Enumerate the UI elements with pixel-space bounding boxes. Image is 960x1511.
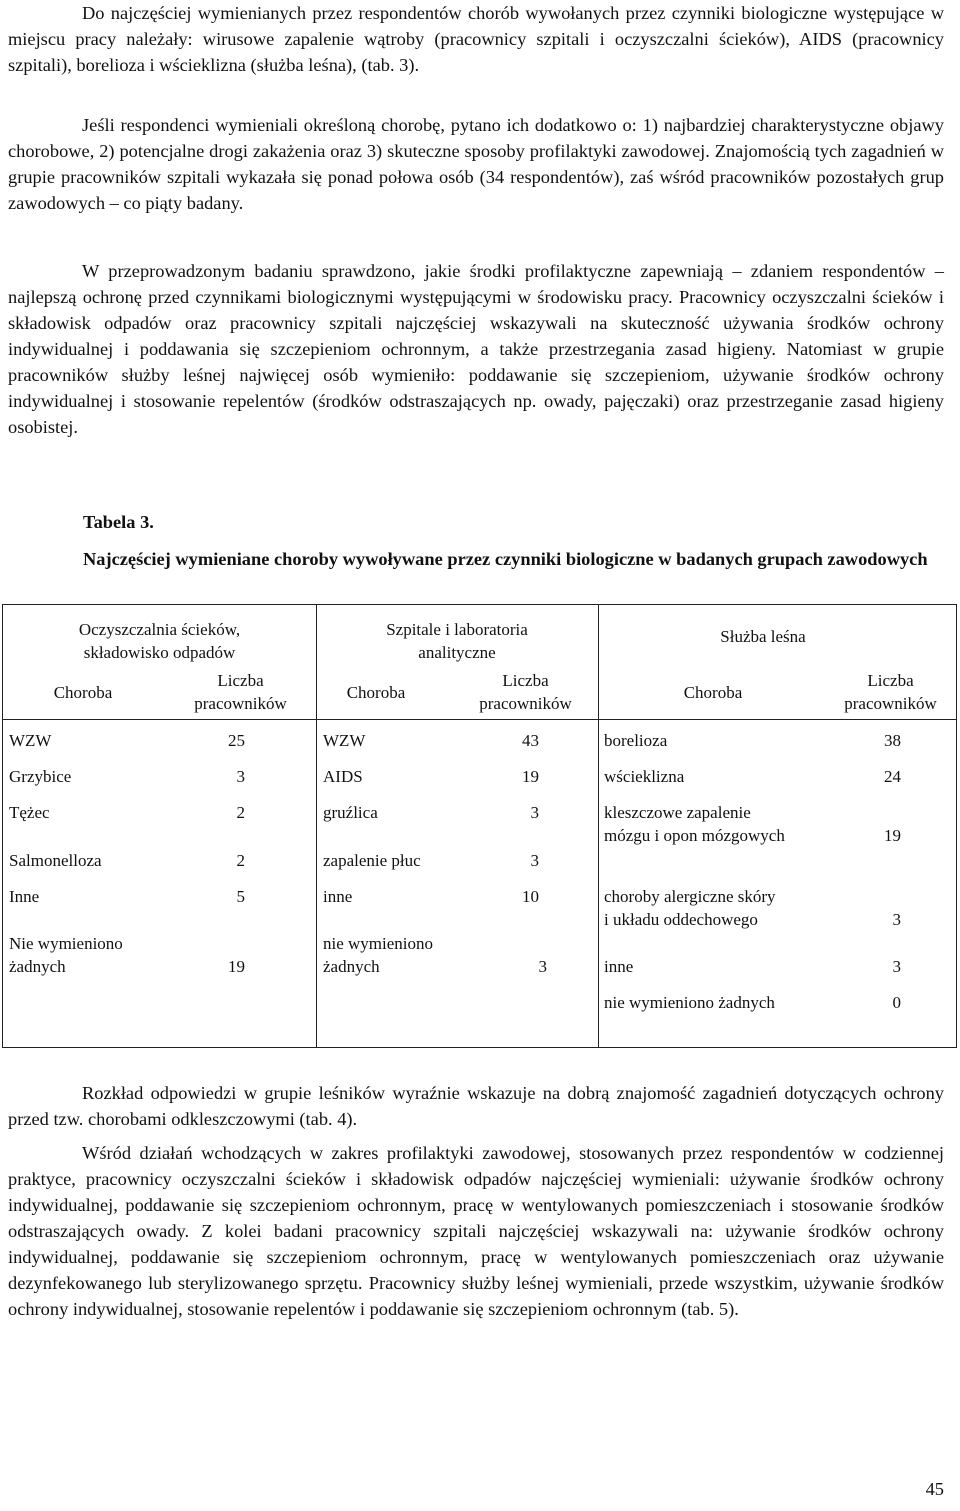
table-row-count: 19 [884, 826, 901, 845]
column-header-disease: Choroba [53, 683, 113, 702]
group-header-wastewater: Oczyszczalnia ścieków, składowisko odpadów [78, 620, 241, 662]
table-row-disease: gruźlica [323, 803, 378, 822]
table-row-count: 10 [522, 887, 539, 906]
table-row-count: 2 [236, 803, 245, 822]
group-header-hospitals: Szpitale i laboratoria analityczne [386, 620, 528, 662]
table-row-disease: Tężec [9, 803, 50, 822]
column-header-count: Liczba pracowników [479, 671, 572, 713]
table-row-count: 3 [538, 957, 547, 976]
table-row-count: 3 [236, 767, 245, 786]
table-row-count: 0 [892, 993, 901, 1012]
table-row-count: 3 [892, 910, 901, 929]
table-row-disease: Grzybice [9, 767, 72, 786]
table-row-count: 3 [892, 957, 901, 976]
table-column-divider [598, 605, 599, 1047]
column-header-disease: Choroba [346, 683, 406, 702]
paragraph-2-text: Jeśli respondenci wymieniali określoną chorobę, pytano ich dodatkowo o: 1) najbardziej charakterystyczne objawy chorobowe, 2) potencjalne drogi zakażenia oraz 3) skuteczne sposoby profilaktyki zawodowej. Znajomością tych zagadnień w grupie pracowników szpitali wykazała się ponad połowa osób (34 respondentów), zaś wśród pracowników pozostałych grup zawodowych – co piąty badany. [8, 115, 944, 213]
table-header-divider [3, 719, 956, 720]
paragraph-1 [8, 0, 944, 78]
table-row-disease: borelioza [604, 731, 668, 750]
table-row-disease: inne [604, 957, 634, 976]
table-row-count: 5 [236, 887, 245, 906]
table-row-count: 19 [522, 767, 539, 786]
paragraph-2 [8, 112, 944, 216]
paragraph-3-text: W przeprowadzonym badaniu sprawdzono, jakie środki profilaktyczne zapewniają – zdaniem respondentów – najlepszą ochronę przed czynnikami biologicznymi występującymi w środowisku pracy. Pracownicy oczyszczalni ścieków i składowisk odpadów oraz pracownicy szpitali najczęściej wskazywali na skuteczność używania środków ochrony indywidualnej i poddawania się szczepieniom ochronnym, a także przestrzegania zasad higieny. Natomiast w grupie pracowników służby leśnej najwięcej osób wymieniło: poddawanie się szczepieniom, używanie środków ochrony indywidualnej i stosowanie repelentów (środków odstraszających np. owady, pajęczaki) oraz przestrzeganie zasad higieny osobistej. [8, 261, 944, 437]
column-header-count: Liczba pracowników [844, 671, 937, 713]
table-title: Najczęściej wymieniane choroby wywoływane przez czynniki biologiczne w badanych grupach zawodowych [83, 549, 928, 569]
table-label: Tabela 3. [83, 512, 154, 532]
table-column-divider [316, 605, 317, 1047]
table-row-disease: choroby alergiczne skóry i układu oddechowego [604, 887, 776, 929]
table-row-disease: kleszczowe zapalenie mózgu i opon mózgowych [604, 803, 785, 845]
table-row-disease: WZW [323, 731, 366, 750]
table-row-count: 2 [236, 851, 245, 870]
table-row-disease: nie wymieniono żadnych [323, 934, 434, 976]
paragraph-3 [8, 258, 944, 440]
table-row-count: 25 [228, 731, 245, 750]
disease-table [2, 604, 957, 1048]
paragraph-4-text: Rozkład odpowiedzi w grupie leśników wyraźnie wskazuje na dobrą znajomość zagadnień dotyczących ochrony przed tzw. chorobami odkleszczowymi (tab. 4). [8, 1083, 944, 1129]
column-header-count: Liczba pracowników [194, 671, 287, 713]
page-number: 45 [925, 1479, 944, 1499]
paragraph-5-text: Wśród działań wchodzących w zakres profilaktyki zawodowej, stosowanych przez respondentów w codziennej praktyce, pracownicy oczyszczalni ścieków i składowisk odpadów najczęściej wymieniali: używanie środków ochrony indywidualnej, poddawanie się szczepieniom ochronnym, pracę w wentylowanych pomieszczeniach i stosowanie środków odstraszających owady. Z kolei badani pracownicy szpitali najczęściej wskazywali na: używanie środków ochrony indywidualnej, poddawanie się szczepieniom ochronnym, pracę w wentylowanych pomieszczeniach oraz używanie dezynfekowanego lub sterylizowanego sprzętu. Pracownicy służby leśnej wymieniali, przede wszystkim, używanie środków ochrony indywidualnej, stosowanie repelentów i poddawanie się szczepieniom ochronnym (tab. 5). [8, 1143, 944, 1319]
table-row-disease: Salmonelloza [9, 851, 102, 870]
table-row-disease: nie wymieniono żadnych [604, 993, 775, 1012]
table-row-count: 38 [884, 731, 901, 750]
table-row-disease: AIDS [323, 767, 363, 786]
table-row-disease: Nie wymieniono żadnych [9, 934, 123, 976]
table-row-count: 43 [522, 731, 539, 750]
table-row-count: 19 [228, 957, 245, 976]
column-header-disease: Choroba [683, 683, 743, 702]
group-header-forestry: Służba leśna [720, 627, 806, 646]
table-row-count: 24 [884, 767, 901, 786]
paragraph-1-text: Do najczęściej wymienianych przez respondentów chorób wywołanych przez czynniki biologiczne występujące w miejscu pracy należały: wirusowe zapalenie wątroby (pracownicy szpitali i oczyszczalni ścieków), AIDS (pracownicy szpitali), borelioza i wścieklizna (służba leśna), (tab. 3). [8, 3, 944, 75]
table-row-count: 3 [530, 851, 539, 870]
table-row-disease: zapalenie płuc [323, 851, 421, 870]
paragraph-5 [8, 1140, 944, 1322]
table-row-disease: WZW [9, 731, 52, 750]
paragraph-4 [8, 1080, 944, 1132]
table-row-count: 3 [530, 803, 539, 822]
table-row-disease: wścieklizna [604, 767, 685, 786]
table-row-disease: Inne [9, 887, 40, 906]
table-row-disease: inne [323, 887, 353, 906]
